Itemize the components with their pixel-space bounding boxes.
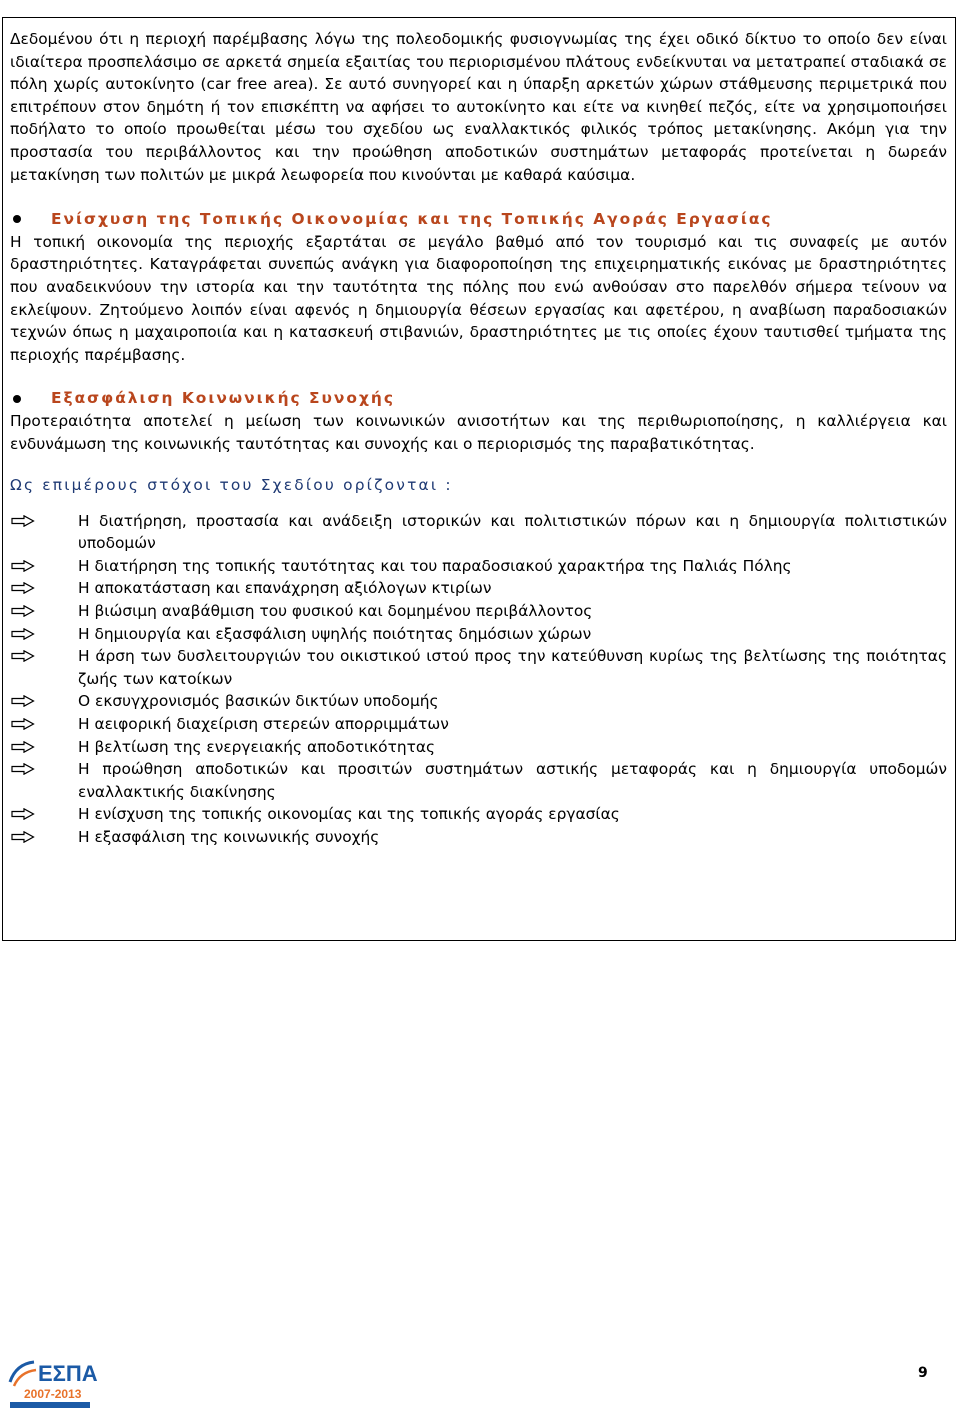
arrow-right-icon — [11, 763, 35, 775]
goal-text: Η ενίσχυση της τοπικής οικονομίας και της τοπικής αγοράς εργασίας — [78, 805, 620, 824]
list-item — [10, 510, 947, 555]
list-item — [10, 826, 947, 849]
arrow-right-icon — [11, 650, 35, 662]
goals-list — [10, 510, 947, 849]
list-item — [10, 577, 947, 600]
section-heading-economy — [10, 208, 947, 231]
arrow-right-icon — [11, 560, 35, 572]
list-item — [10, 736, 947, 759]
page-number: 9 — [918, 1365, 928, 1381]
section-title: Ενίσχυση της Τοπικής Οικονομίας και της Τοπικής Αγοράς Εργασίας — [51, 210, 773, 229]
goal-text: Ο εκσυγχρονισμός βασικών δικτύων υποδομής — [78, 692, 439, 711]
section-title: Εξασφάλιση Κοινωνικής Συνοχής — [51, 389, 395, 408]
logo-flag-bar — [10, 1402, 90, 1408]
goal-text: Η διατήρηση, προστασία και ανάδειξη ιστορικών και πολιτιστικών πόρων και η δημιουργία πολιτιστικών υποδομών — [78, 511, 947, 553]
goal-text: Η προώθηση αποδοτικών και προσιτών συστημάτων αστικής μεταφοράς και η δημιουργία υποδομών εναλλακτικής διακίνησης — [78, 760, 947, 801]
section-body: Η τοπική οικονομία της περιοχής εξαρτάται σε μεγάλο βαθμό από τον τουρισμό και τις συναφείς με αυτόν δραστηριότητες. Καταγράφεται συνεπώς ανάγκη για διαφοροποίηση της επιχειρηματικής εικόνας με δραστηριότητες που αναδεικνύουν την ιστορία και την ταυτότητα της πόλης που ενώ ανθούσαν στο παρελθόν σήμερα τείνουν να εκλείψουν. Ζητούμενο λοιπόν είναι αφενός η δημιουργία θέσεων εργασίας και αφετέρου, η αναβίωση παραδοσιακών τεχνών όπως η μαχαιροποιία και η κατασκευή στιβανιών, δραστηριότητες με τις οποίες έχουν ταυτισθεί τμήματα της περιοχής παρέμβασης. — [10, 232, 947, 364]
section-heading-cohesion — [10, 387, 947, 410]
arrow-right-icon — [11, 582, 35, 594]
arrow-right-icon — [11, 741, 35, 753]
arrow-right-icon — [11, 515, 35, 527]
goal-text: Η βελτίωση της ενεργειακής αποδοτικότητας — [78, 737, 436, 756]
list-item — [10, 623, 947, 646]
arrow-right-icon — [11, 808, 35, 820]
list-item — [10, 713, 947, 736]
list-item — [10, 758, 947, 803]
list-item — [10, 690, 947, 713]
arrow-right-icon — [11, 605, 35, 617]
section-body: Προτεραιότητα αποτελεί η μείωση των κοινωνικών ανισοτήτων και της περιθωριοποίησης, η καλλιέργεια και ενδυνάμωση της κοινωνικής ταυτότητας και συνοχής και ο περιορισμός της παραβατικότητας. — [10, 411, 947, 453]
logo-stars-icon — [10, 1362, 36, 1386]
list-item — [10, 803, 947, 826]
intro-paragraph: Δεδομένου ότι η περιοχή παρέμβασης λόγω της πολεοδομικής φυσιογνωμίας της έχει οδικό δίκτυο το οποίο δεν είναι ιδιαίτερα προσπελάσιμο σε αρκετά σημεία εξαιτίας του περιορισμένου πλάτους ενδείκνυται να μετατραπεί σταδιακά σε πόλη χωρίς αυτοκίνητο (car free area). Σε αυτό συνηγορεί και η ύπαρξη αρκετών χώρων στάθμευσης περιμετρικά που επιτρέπουν στον δημότη ή τον επισκέπτη να αφήσει το αυτοκίνητο και είτε να κινηθεί πεζός, είτε να χρησιμοποιήσει ποδήλατο το οποίο προωθείται μέσω του σχεδίου ως εναλλακτικός φιλικός τρόπος μετακίνησης. Ακόμη για την προστασία του περιβάλλοντος και την προώθηση αποδοτικών συστημάτων μεταφοράς προτείνεται η δωρεάν μετακίνηση των πολιτών με μικρά λεωφορεία που κινούνται με καθαρά καύσιμα. — [10, 30, 947, 184]
arrow-right-icon — [11, 831, 35, 843]
list-item — [10, 645, 947, 690]
list-item — [10, 600, 947, 623]
goal-text: Η αποκατάσταση και επανάχρηση αξιόλογων κτιρίων — [78, 579, 492, 598]
goal-text: Η διατήρηση της τοπικής ταυτότητας και του παραδοσιακού χαρακτήρα της Παλιάς Πόλης — [78, 556, 792, 575]
logo-years: 2007-2013 — [24, 1387, 82, 1401]
arrow-right-icon — [11, 695, 35, 707]
goal-text: Η εξασφάλιση της κοινωνικής συνοχής — [78, 828, 380, 846]
goal-text: Η δημιουργία και εξασφάλιση υψηλής ποιότητας δημόσιων χώρων — [78, 624, 592, 643]
logo-text: ΕΣΠΑ — [38, 1361, 98, 1386]
espa-logo — [6, 1356, 118, 1410]
goal-text: Η βιώσιμη αναβάθμιση του φυσικού και δομημένου περιβάλλοντος — [78, 602, 593, 621]
arrow-right-icon — [11, 718, 35, 730]
bullet-icon — [13, 395, 21, 403]
arrow-right-icon — [11, 628, 35, 640]
goal-text: Η άρση των δυσλειτουργιών του οικιστικού ιστού προς την κατεύθυνση κυρίως της βελτίωσης της ποιότητας ζωής των κατοίκων — [78, 647, 947, 688]
goal-text: Η αειφορική διαχείριση στερεών απορριμμάτων — [78, 715, 449, 734]
list-item — [10, 555, 947, 578]
document-body — [10, 28, 947, 849]
bullet-icon — [13, 215, 21, 223]
goals-heading: Ως επιμέρους στόχοι του Σχεδίου ορίζονται : — [10, 476, 453, 495]
